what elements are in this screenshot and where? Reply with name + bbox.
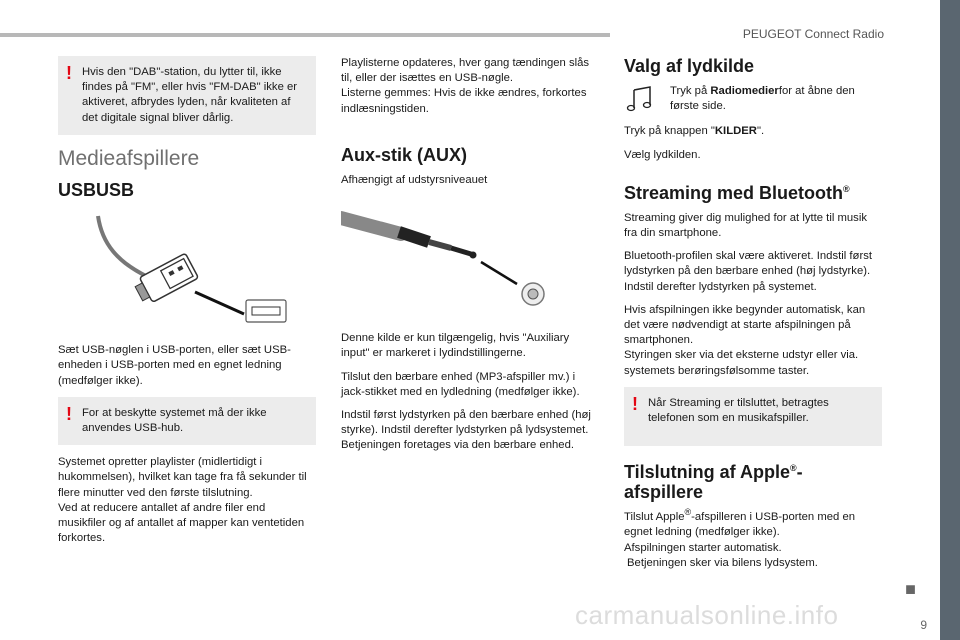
page-number: 9 [920, 618, 927, 632]
text-fragment: Tryk på [670, 85, 711, 97]
section-title: Medieafspillere [58, 146, 200, 170]
page-header: PEUGEOT Connect Radio [742, 27, 884, 41]
aux-subtitle: Afhængigt af udstyrsniveauet [341, 173, 488, 186]
top-rule [0, 33, 610, 37]
bluetooth-paragraph-4: Hvis afspilningen ikke begynder automatisk, kan det være nødvendigt at starte afspilningen på smartphonen. [624, 303, 866, 347]
apple-paragraph-2: Afspilningen starter automatisk. [624, 541, 782, 554]
usb-hub-note-text: For at beskytte systemet må der ikke anvendes USB-hub. [82, 406, 267, 435]
side-strip [940, 0, 960, 640]
bluetooth-paragraph-1: Streaming giver dig mulighed for at lytte til musik fra din smartphone. [624, 211, 867, 240]
usb-hub-note [58, 397, 316, 445]
streaming-note-text: Når Streaming er tilsluttet, betragtes telefonen som en musikafspiller. [648, 396, 829, 425]
warning-icon: ! [66, 63, 72, 83]
watermark: carmanualsonline.info [575, 600, 839, 630]
bluetooth-heading [624, 183, 882, 203]
text-fragment: for at åbne den første side. [670, 85, 855, 113]
aux-jack-illustration [341, 202, 599, 312]
aux-paragraph-3: Indstil først lydstyrken på den bærbare enhed (høj styrke). Indstil derefter lydstyrken på lydsystemet. [341, 409, 591, 437]
valg-heading: Valg af lydkilde [624, 56, 755, 76]
music-note-icon [624, 84, 660, 114]
playlist-paragraph-1: Playlisterne opdateres, hver gang tændingen slås til, eller der isættes en USB-nøgle. [341, 57, 590, 85]
bluetooth-paragraph-3: Indstil derefter lydstyrken på systemet. [624, 280, 817, 293]
aux-paragraph-1: Denne kilde er kun tilgængelig, hvis "Auxiliary input" er markeret i lydindstillingerne. [341, 332, 570, 360]
registered-mark: ® [790, 463, 797, 474]
streaming-note [624, 387, 882, 446]
aux-paragraph-2: Tilslut den bærbare enhed (MP3-afspiller mv.) i jack-stikket med en lydledning (medfølger ikke). [341, 370, 580, 398]
usb-paragraph-1: Sæt USB-nøglen i USB-porten, eller sæt USB-enheden i USB-porten med en egnet ledning (medfølger ikke). [58, 344, 291, 387]
warning-icon: ! [632, 393, 638, 414]
radiomedier-label: Radiomedier [710, 85, 779, 97]
column-2 [341, 56, 599, 462]
vaelg-instruction: Vælg lydkilden. [624, 148, 701, 161]
usb-paragraph-2: Systemet opretter playlister (midlertidigt i hukommelsen), hvilket kan tage fra få sekunder til flere minutter ved den første tilslutning. [58, 456, 307, 499]
radiomedier-text [670, 84, 870, 114]
text-fragment: Tryk på knappen " [624, 125, 715, 138]
apple-paragraph-3: Betjeningen sker via bilens lydsystem. [627, 556, 818, 569]
heading-text: - [796, 462, 803, 483]
usb-plug-illustration [58, 214, 316, 324]
aux-heading: Aux-stik (AUX) [341, 144, 468, 165]
usb-heading: USBUSB [58, 180, 135, 201]
aux-paragraph-4: Betjeningen foretages via den bærbare enhed. [341, 439, 575, 452]
column-3 [624, 56, 882, 579]
continue-marker: ■ [905, 579, 916, 599]
text-fragment: Tilslut Apple [624, 511, 685, 524]
text-fragment: ". [756, 125, 765, 138]
radiomedier-instruction [624, 84, 882, 114]
column-1 [58, 56, 316, 554]
kilder-label: KILDER [714, 125, 757, 138]
dab-warning-text: Hvis den "DAB"-station, du lytter til, ikke findes på "FM", eller hvis "FM-DAB" ikke er aktiveret, afbrydes lyden, når kvaliteten af det digitale signal bliver dårlig. [82, 66, 298, 124]
heading-text: Streaming med Bluetooth [624, 182, 844, 203]
warning-icon: ! [66, 403, 72, 424]
text-fragment: -afspilleren i USB-porten med en egnet ledning (medfølger ikke). [624, 511, 856, 539]
heading-text: Tilslutning af Apple [624, 462, 790, 483]
kilder-instruction [624, 124, 882, 139]
usb-paragraph-3: Ved at reducere antallet af andre filer end musikfiler og af antallet af mapper kan ventetiden forkortes. [58, 501, 305, 545]
dab-warning-note [58, 56, 316, 135]
registered-mark: ® [843, 183, 850, 194]
registered-mark: ® [684, 507, 692, 518]
bluetooth-paragraph-5: Styringen sker via det eksterne udstyr eller via. systemets berøringsfølsomme taster. [624, 349, 859, 377]
bluetooth-paragraph-2: Bluetooth-profilen skal være aktiveret. Indstil først lydstyrken på den bærbare enhed (høj lydstyrke). [624, 250, 873, 278]
playlist-paragraph-2: Listerne gemmes: Hvis de ikke ændres, forkortes indlæsningstiden. [341, 87, 587, 115]
heading-text: afspillere [624, 482, 704, 503]
apple-paragraph-1 [624, 507, 882, 540]
apple-heading [624, 462, 882, 502]
